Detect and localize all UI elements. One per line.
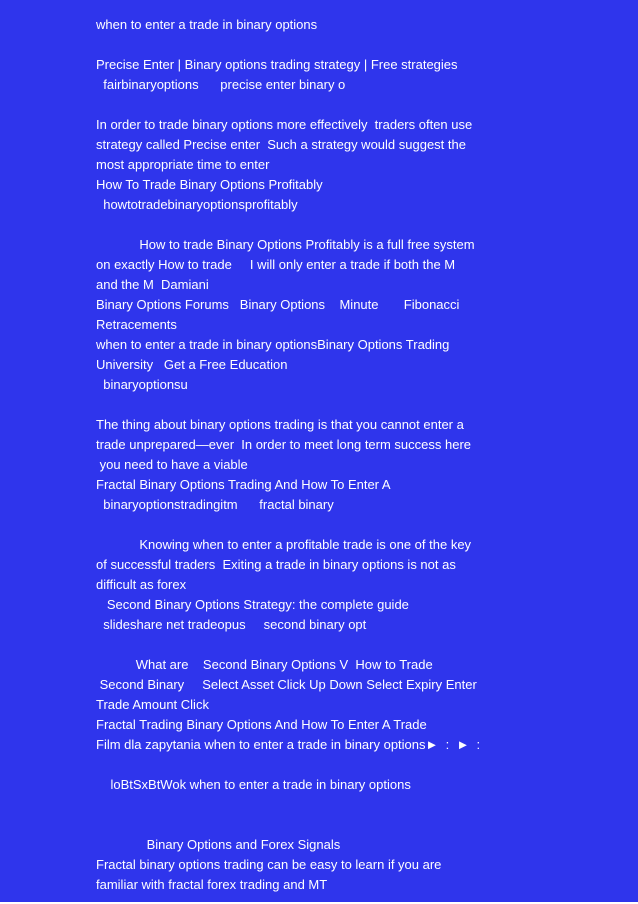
- url-line: binaryoptionstradingitm fractal binary: [96, 497, 334, 512]
- text-line: Fractal Binary Options Trading And How To Enter A: [96, 477, 391, 492]
- text-line: loBtSxBtWok when to enter a trade in binary options: [96, 777, 411, 792]
- text-line: and the M Damiani: [96, 277, 209, 292]
- text-line: How to trade Binary Options Profitably is a full free system: [96, 237, 475, 252]
- text-line: Fractal binary options trading can be easy to learn if you are: [96, 857, 442, 872]
- text-line: How To Trade Binary Options Profitably: [96, 177, 323, 192]
- text-line: Retracements: [96, 317, 177, 332]
- text-line: on exactly How to trade I will only enter a trade if both the M: [96, 257, 456, 272]
- text-line: of successful traders Exiting a trade in binary options is not as: [96, 557, 456, 572]
- text-line: difficult as forex: [96, 577, 187, 592]
- url-line: slideshare net tradeopus second binary opt: [96, 617, 367, 632]
- text-line: The thing about binary options trading is that you cannot enter a: [96, 417, 464, 432]
- title-line: when to enter a trade in binary options: [96, 17, 318, 32]
- text-line: familiar with fractal forex trading and MT: [96, 877, 328, 892]
- text-line: trade unprepared—ever In order to meet long term success here: [96, 437, 472, 452]
- text-line: Binary Options Forums Binary Options Minute Fibonacci: [96, 297, 460, 312]
- text-line: Precise Enter | Binary options trading strategy | Free strategies: [96, 57, 458, 72]
- text-line: strategy called Precise enter Such a strategy would suggest the: [96, 137, 466, 152]
- text-line: when to enter a trade in binary optionsBinary Options Trading: [96, 337, 450, 352]
- text-line: you need to have a viable: [96, 457, 248, 472]
- url-line: fairbinaryoptions precise enter binary o: [96, 77, 346, 92]
- text-line: Trade Amount Click: [96, 697, 209, 712]
- text-line: Binary Options and Forex Signals: [96, 837, 341, 852]
- text-line: University Get a Free Education: [96, 357, 288, 372]
- url-line: howtotradebinaryoptionsprofitably: [96, 197, 298, 212]
- text-line: Knowing when to enter a profitable trade is one of the key: [96, 537, 472, 552]
- text-line: most appropriate time to enter: [96, 157, 270, 172]
- text-line: Film dla zapytania when to enter a trade in binary options► : ► :: [96, 737, 481, 752]
- text-line: Second Binary Options Strategy: the complete guide: [96, 597, 409, 612]
- url-line: binaryoptionsu: [96, 377, 188, 392]
- text-line: In order to trade binary options more effectively traders often use: [96, 117, 473, 132]
- text-line: Second Binary Select Asset Click Up Down Select Expiry Enter: [96, 677, 477, 692]
- text-line: Fractal Trading Binary Options And How To Enter A Trade: [96, 717, 427, 732]
- text-line: What are Second Binary Options V How to Trade: [96, 657, 433, 672]
